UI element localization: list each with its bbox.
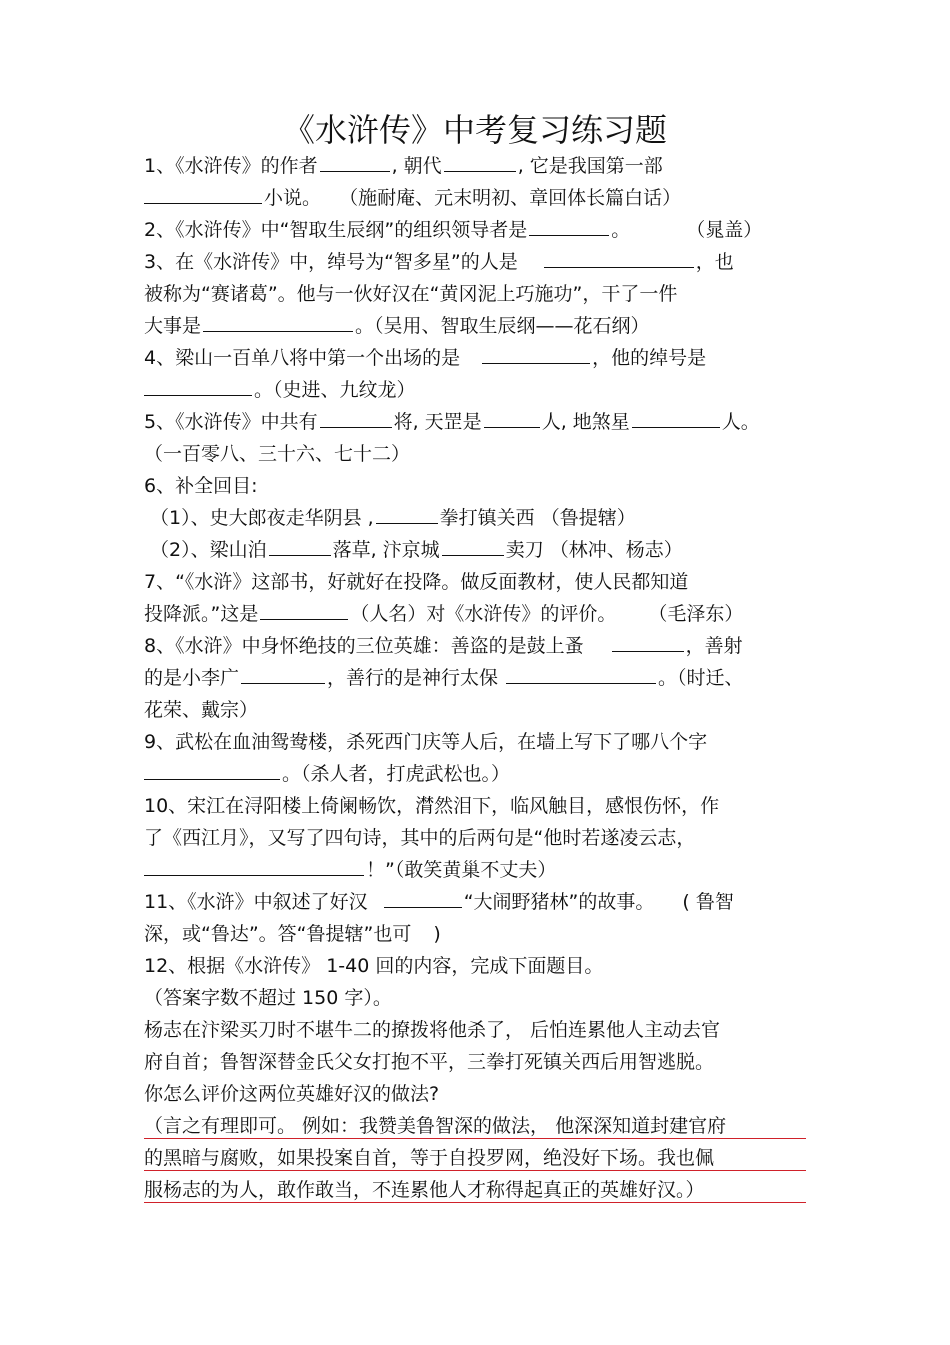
- red-underline: [144, 1202, 806, 1203]
- q8-line3: 花荣、戴宗）: [144, 699, 259, 721]
- q12-line4: 府自首；鲁智深替金氏父女打抱不平，三拳打死镇关西后用智逃脱。: [144, 1051, 715, 1073]
- q11-answer: ( 鲁智: [682, 891, 734, 913]
- q8-text: ，善射: [685, 635, 743, 657]
- q7-line2: [144, 601, 824, 627]
- q1-line2: [144, 185, 824, 211]
- q1-line1: [144, 153, 824, 179]
- q3-text: 3、在《水浒传》中，绰号为“智多星”的人是: [144, 251, 518, 273]
- q10-line1: 10、宋江在浔阳楼上倚阑畅饮，潸然泪下，临风触目，感恨伤怀，作: [144, 795, 720, 817]
- q3-line1: [144, 249, 824, 275]
- blank: [144, 857, 364, 876]
- blank: [632, 409, 720, 428]
- q3-line2: 被称为“赛诸葛”。他与一伙好汉在“黄冈泥上巧施功”，干了一件: [144, 283, 678, 305]
- blank: [269, 537, 331, 556]
- q5-text: 5、《水浒传》中共有: [144, 411, 318, 433]
- blank: [506, 665, 656, 684]
- q1-text: 1、《水浒传》的作者: [144, 155, 318, 177]
- q6-answer: 卖刀 （林冲、杨志）: [505, 539, 683, 561]
- blank: [144, 185, 262, 204]
- q5-text: 人, 地煞星: [541, 411, 630, 433]
- q4-text: 4、梁山一百单八将中第一个出场的是: [144, 347, 461, 369]
- blank: [320, 409, 392, 428]
- blank: [144, 761, 280, 780]
- blank: [260, 601, 348, 620]
- q11-answer: ): [433, 923, 441, 945]
- q10-line3: [144, 857, 824, 883]
- page-title: 《水浒传》中考复习练习题: [282, 111, 667, 149]
- q3-text: 大事是: [144, 315, 202, 337]
- q3-line3: [144, 313, 824, 339]
- q12-answer-line1: （言之有理即可。 例如：我赞美鲁智深的做法， 他深深知道封建官府: [144, 1115, 727, 1137]
- q7-line1: 7、“《水浒》这部书，好就好在投降。做反面教材，使人民都知道: [144, 571, 689, 593]
- q6-text: 落草, 汴京城: [332, 539, 440, 561]
- q3-text: ，也: [695, 251, 734, 273]
- q11-line2: [144, 921, 824, 947]
- q6-text: （1）、史大郎夜走华阴县 ,: [150, 507, 374, 529]
- blank: [482, 345, 590, 364]
- q8-line1: [144, 633, 824, 659]
- q12-line3: 杨志在汴梁买刀时不堪牛二的撩拨将他杀了， 后怕连累他人主动去官: [144, 1019, 721, 1041]
- q6-answer: 拳打镇关西 （鲁提辖）: [439, 507, 636, 529]
- blank: [203, 313, 353, 332]
- q12-line2: （答案字数不超过 150 字）。: [144, 987, 392, 1009]
- q1-text: , 它是我国第一部: [517, 155, 663, 177]
- red-underline: [144, 1170, 806, 1171]
- q8-line2: [144, 665, 824, 691]
- q8-answer: 。（时迁、: [658, 667, 744, 689]
- q9-line1: 9、武松在血油鸳鸯楼，杀死西门庆等人后，在墙上写下了哪八个字: [144, 731, 708, 753]
- blank: [241, 665, 325, 684]
- q12-answer-line3: 服杨志的为人，敢作敢当，不连累他人才称得起真正的英雄好汉。）: [144, 1179, 705, 1201]
- q11-text: “大闹野猪林”的故事。: [463, 891, 655, 913]
- q12-line1: 12、根据《水浒传》 1-40 回的内容，完成下面题目。: [144, 955, 604, 977]
- q7-text: 投降派。”这是: [144, 603, 259, 625]
- blank: [320, 153, 390, 172]
- blank: [529, 217, 609, 236]
- q10-answer: ！”（敢笑黄巢不丈夫）: [366, 859, 557, 881]
- q2-answer: （晁盖）: [686, 219, 763, 241]
- red-underline: [144, 1138, 806, 1139]
- q1-text: 小说。: [264, 187, 322, 209]
- blank: [484, 409, 540, 428]
- q7-answer: （毛泽东）: [648, 603, 744, 625]
- q12-answer-line2: 的黑暗与腐败，如果投案自首，等于自投罗网，绝没好下场。我也佩: [144, 1147, 715, 1169]
- q4-answer: 。（史进、九纹龙）: [254, 379, 416, 401]
- q9-answer: 。（杀人者，打虎武松也。）: [282, 763, 511, 785]
- q10-line2: 了《西江月》，又写了四句诗，其中的后两句是“他时若遂凌云志，: [144, 827, 696, 849]
- blank: [376, 505, 438, 524]
- q1-answer: （施耐庵、元末明初、章回体长篇白话）: [339, 187, 682, 209]
- q8-text: 8、《水浒》中身怀绝技的三位英雄：善盗的是鼓上蚤: [144, 635, 584, 657]
- q6-sub1: [150, 505, 830, 531]
- blank: [612, 633, 684, 652]
- q8-text: 的是小李广: [144, 667, 240, 689]
- q3-answer: 。（吴用、智取生辰纲——花石纲）: [355, 315, 650, 337]
- q2-line1: [144, 217, 824, 243]
- q5-text: 人。: [721, 411, 760, 433]
- q12-line5: 你怎么评价这两位英雄好汉的做法?: [144, 1083, 440, 1105]
- q8-text: ，善行的是神行太保: [327, 667, 499, 689]
- q6-text: （2）、梁山泊: [150, 539, 267, 561]
- blank: [442, 537, 504, 556]
- blank: [544, 249, 694, 268]
- q4-line1: [144, 345, 824, 371]
- q4-text: ，他的绰号是: [592, 347, 707, 369]
- blank: [384, 889, 462, 908]
- q5-text: 将, 天罡是: [393, 411, 482, 433]
- q1-text: , 朝代: [391, 155, 442, 177]
- q6-line1: 6、补全回目:: [144, 475, 258, 497]
- q2-text: 2、《水浒传》中“智取生辰纲”的组织领导者是: [144, 219, 528, 241]
- blank: [144, 377, 252, 396]
- q5-line2: （一百零八、三十六、七十二）: [144, 443, 411, 465]
- q11-line1: [144, 889, 824, 915]
- q7-text: （人名）对《水浒传》的评价。: [350, 603, 617, 625]
- q9-line2: [144, 761, 824, 787]
- q4-line2: [144, 377, 824, 403]
- q2-text: 。: [611, 219, 631, 241]
- q6-sub2: [150, 537, 830, 563]
- blank: [444, 153, 516, 172]
- q11-answer: 深，或“鲁达”。答“鲁提辖”也可: [144, 923, 412, 945]
- q11-text: 11、《水浒》中叙述了好汉: [144, 891, 368, 913]
- q5-line1: [144, 409, 824, 435]
